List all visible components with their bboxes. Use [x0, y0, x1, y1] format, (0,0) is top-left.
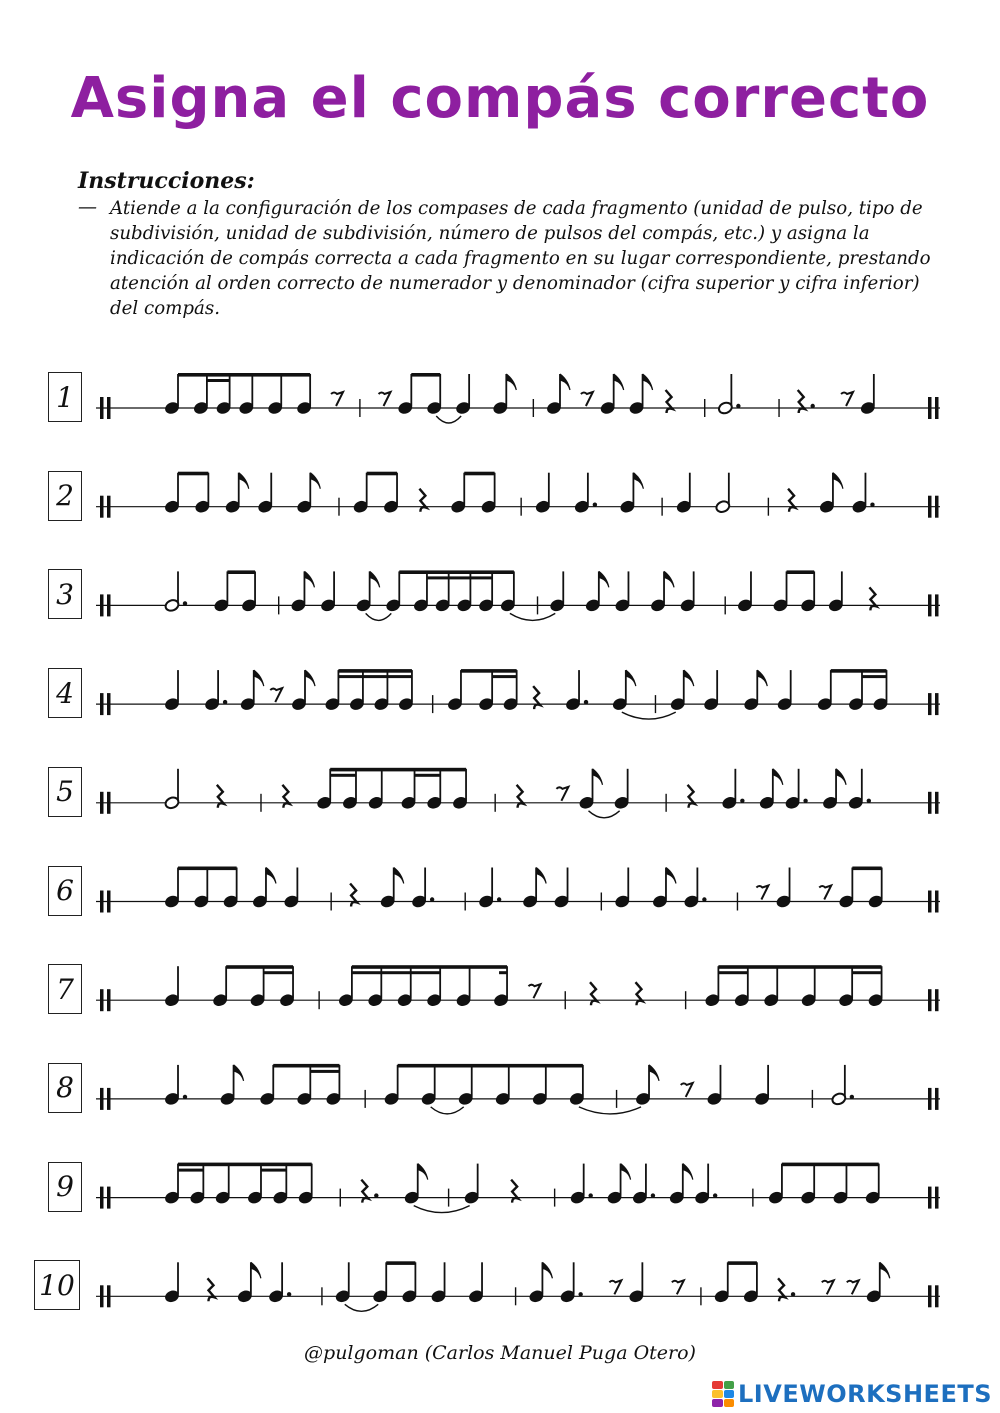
- start-barline: [100, 1285, 104, 1307]
- beam: [787, 570, 815, 574]
- note-flag: [880, 1262, 890, 1278]
- end-barline: [928, 496, 932, 518]
- secondary-beam: [427, 576, 449, 579]
- beam: [338, 669, 412, 673]
- dot: [810, 404, 814, 408]
- start-barline: [100, 693, 104, 715]
- start-barline: [107, 397, 111, 419]
- beam: [178, 1163, 312, 1167]
- secondary-beam: [207, 379, 230, 382]
- note-flag: [251, 1262, 261, 1278]
- quarter-rest: [869, 587, 876, 610]
- beam: [178, 472, 208, 476]
- note-flag: [683, 1164, 693, 1180]
- dot: [183, 1095, 187, 1099]
- quarter-rest: [217, 785, 224, 808]
- eighth-rest: [847, 1280, 859, 1294]
- dot: [850, 1095, 854, 1099]
- note-flag: [542, 1262, 552, 1278]
- start-barline: [100, 1187, 104, 1209]
- beam: [464, 472, 494, 476]
- dot: [713, 1193, 717, 1197]
- note-flag: [684, 670, 694, 686]
- secondary-beam: [415, 774, 441, 777]
- note-flag: [757, 670, 767, 686]
- start-barline: [100, 989, 104, 1011]
- secondary-beam: [852, 971, 881, 974]
- note-flag: [536, 868, 546, 884]
- exercise-number: 7: [48, 964, 82, 1014]
- quarter-rest: [533, 686, 540, 709]
- eighth-rest: [331, 392, 343, 406]
- quarter-rest: [590, 982, 597, 1005]
- secondary-beam: [363, 675, 388, 678]
- secondary-beam: [387, 675, 412, 678]
- secondary-beam: [310, 1070, 339, 1073]
- note-flag: [633, 473, 643, 489]
- eighth-rest: [819, 886, 831, 900]
- dot: [740, 799, 744, 803]
- end-barline: [928, 989, 932, 1011]
- beam: [330, 768, 466, 772]
- end-barline: [935, 594, 939, 616]
- note-flag: [560, 374, 570, 390]
- dot: [578, 1292, 582, 1296]
- exercise-number: 1: [48, 372, 82, 422]
- start-barline: [107, 1187, 111, 1209]
- liveworksheets-icon: [712, 1381, 734, 1407]
- note-flag: [370, 571, 380, 587]
- beam: [782, 1163, 879, 1167]
- quarter-rest: [798, 390, 805, 413]
- quarter-rest: [419, 489, 426, 512]
- start-barline: [107, 989, 111, 1011]
- liveworksheets-wordmark: [738, 1380, 992, 1408]
- exercise-number: 10: [34, 1260, 80, 1310]
- end-barline: [928, 891, 932, 913]
- tie: [589, 811, 620, 818]
- start-barline: [100, 792, 104, 814]
- note-flag: [643, 374, 653, 390]
- author-credit: @pulgoman (Carlos Manuel Puga Otero): [304, 1342, 696, 1364]
- quarter-rest: [511, 1180, 518, 1203]
- tie: [622, 712, 676, 719]
- end-barline: [928, 594, 932, 616]
- end-barline: [935, 1285, 939, 1307]
- secondary-beam: [261, 1169, 286, 1172]
- note-flag: [614, 374, 624, 390]
- secondary-beam: [470, 576, 492, 579]
- dot: [374, 1193, 378, 1197]
- note-flag: [836, 769, 846, 785]
- beam: [399, 570, 514, 574]
- end-barline: [928, 397, 932, 419]
- beam: [411, 373, 440, 377]
- note-flag: [418, 1164, 428, 1180]
- end-barline: [935, 397, 939, 419]
- beam: [461, 669, 517, 673]
- quarter-rest: [350, 884, 357, 907]
- note-flag: [304, 571, 314, 587]
- end-barline: [935, 496, 939, 518]
- note-flag: [773, 769, 783, 785]
- eighth-rest: [822, 1280, 834, 1294]
- end-barline: [935, 693, 939, 715]
- end-barline: [928, 792, 932, 814]
- start-barline: [107, 792, 111, 814]
- beam: [831, 669, 887, 673]
- eighth-rest: [672, 1280, 684, 1294]
- note-flag: [506, 374, 516, 390]
- instructions-dash: —: [78, 196, 97, 218]
- instructions-heading: Instrucciones:: [78, 168, 255, 194]
- secondary-beam: [264, 971, 293, 974]
- start-barline: [100, 397, 104, 419]
- dot: [791, 1292, 795, 1296]
- secondary-beam: [338, 675, 363, 678]
- beam: [226, 965, 293, 969]
- quarter-rest: [778, 1278, 785, 1301]
- end-barline: [935, 792, 939, 814]
- note-flag: [666, 868, 676, 884]
- beam: [178, 373, 310, 377]
- quarter-rest: [207, 1278, 214, 1301]
- note-flag: [621, 1164, 631, 1180]
- secondary-beam: [862, 675, 887, 678]
- exercise-number: 9: [48, 1162, 82, 1212]
- secondary-beam: [178, 1169, 203, 1172]
- note-flag: [254, 670, 264, 686]
- start-barline: [107, 594, 111, 616]
- start-barline: [100, 1088, 104, 1110]
- dot: [736, 404, 740, 408]
- start-barline: [100, 496, 104, 518]
- beam: [352, 965, 507, 969]
- beam: [852, 867, 881, 871]
- start-barline: [107, 496, 111, 518]
- exercise-number: 6: [48, 866, 82, 916]
- eighth-rest: [609, 1280, 621, 1294]
- dot: [588, 1193, 592, 1197]
- note-flag: [599, 571, 609, 587]
- tie: [431, 1107, 464, 1114]
- beam: [178, 867, 237, 871]
- beam: [718, 965, 881, 969]
- start-barline: [107, 1088, 111, 1110]
- secondary-beam: [718, 971, 747, 974]
- dot: [593, 503, 597, 507]
- eighth-rest: [681, 1083, 693, 1097]
- beam: [273, 1064, 339, 1068]
- end-barline: [935, 989, 939, 1011]
- quarter-rest: [635, 982, 642, 1005]
- exercise-number: 3: [48, 569, 82, 619]
- eighth-rest: [581, 392, 593, 406]
- beam: [398, 1064, 583, 1068]
- beam: [386, 1261, 415, 1265]
- tie: [366, 613, 392, 620]
- note-flag: [664, 571, 674, 587]
- end-barline: [935, 1187, 939, 1209]
- secondary-beam: [499, 971, 507, 974]
- dot: [651, 1193, 655, 1197]
- tie: [579, 1107, 641, 1114]
- start-barline: [107, 1285, 111, 1307]
- eighth-rest: [556, 787, 568, 801]
- end-barline: [935, 891, 939, 913]
- end-barline: [928, 1088, 932, 1110]
- eighth-rest: [528, 984, 540, 998]
- dot: [183, 601, 187, 605]
- eighth-rest: [379, 392, 391, 406]
- dot: [870, 503, 874, 507]
- note-flag: [305, 670, 315, 686]
- start-barline: [107, 891, 111, 913]
- start-barline: [107, 693, 111, 715]
- instructions-text: Atiende a la configuración de los compases de cada fragmento (unidad de pulso, tipo de subdivisión, unidad de subdivisión, número de pulsos del compás, etc.) y asigna la indicación de compás correcta a cada fragmento en su lugar correspondiente, prestando atención al orden correcto de numerador y denominador (cifra superior y cifra inferior) del compás.: [110, 198, 931, 319]
- exercise-number: 4: [48, 668, 82, 718]
- quarter-rest: [282, 785, 289, 808]
- end-barline: [935, 1088, 939, 1110]
- dot: [803, 799, 807, 803]
- secondary-beam: [381, 971, 410, 974]
- end-barline: [928, 1187, 932, 1209]
- end-barline: [928, 1285, 932, 1307]
- start-barline: [100, 594, 104, 616]
- quarter-rest: [788, 489, 795, 512]
- worksheet-title: Asigna el compás correcto: [70, 66, 930, 131]
- dot: [584, 700, 588, 704]
- secondary-beam: [330, 774, 356, 777]
- note-flag: [266, 868, 276, 884]
- secondary-beam: [492, 675, 517, 678]
- eighth-rest: [841, 392, 853, 406]
- note-flag: [239, 473, 249, 489]
- note-flag: [626, 670, 636, 686]
- note-flag: [394, 868, 404, 884]
- exercise-number: 8: [48, 1063, 82, 1113]
- dot: [702, 897, 706, 901]
- beam: [728, 1261, 757, 1265]
- exercise-number: 2: [48, 471, 82, 521]
- dot: [223, 700, 227, 704]
- note-flag: [649, 1065, 659, 1081]
- tie: [345, 1304, 378, 1311]
- secondary-beam: [352, 971, 381, 974]
- beam: [367, 472, 397, 476]
- tie: [510, 613, 555, 620]
- note-flag: [593, 769, 603, 785]
- note-flag: [310, 473, 320, 489]
- note-flag: [234, 1065, 244, 1081]
- liveworksheets-logo: [712, 1380, 992, 1408]
- dot: [430, 897, 434, 901]
- tie: [436, 416, 461, 423]
- start-barline: [100, 891, 104, 913]
- secondary-beam: [449, 576, 471, 579]
- dot: [497, 897, 501, 901]
- quarter-rest: [517, 785, 524, 808]
- beam: [227, 570, 255, 574]
- end-barline: [928, 693, 932, 715]
- eighth-rest: [756, 886, 768, 900]
- brand-prefix: LIVE: [738, 1380, 800, 1408]
- secondary-beam: [411, 971, 440, 974]
- quarter-rest: [688, 785, 695, 808]
- brand-suffix: WORKSHEETS: [799, 1380, 992, 1408]
- eighth-rest: [270, 688, 282, 702]
- quarter-rest: [666, 390, 673, 413]
- dot: [287, 1292, 291, 1296]
- note-flag: [833, 473, 843, 489]
- exercise-number: 5: [48, 767, 82, 817]
- dot: [867, 799, 871, 803]
- tie: [414, 1206, 470, 1213]
- quarter-rest: [361, 1180, 368, 1203]
